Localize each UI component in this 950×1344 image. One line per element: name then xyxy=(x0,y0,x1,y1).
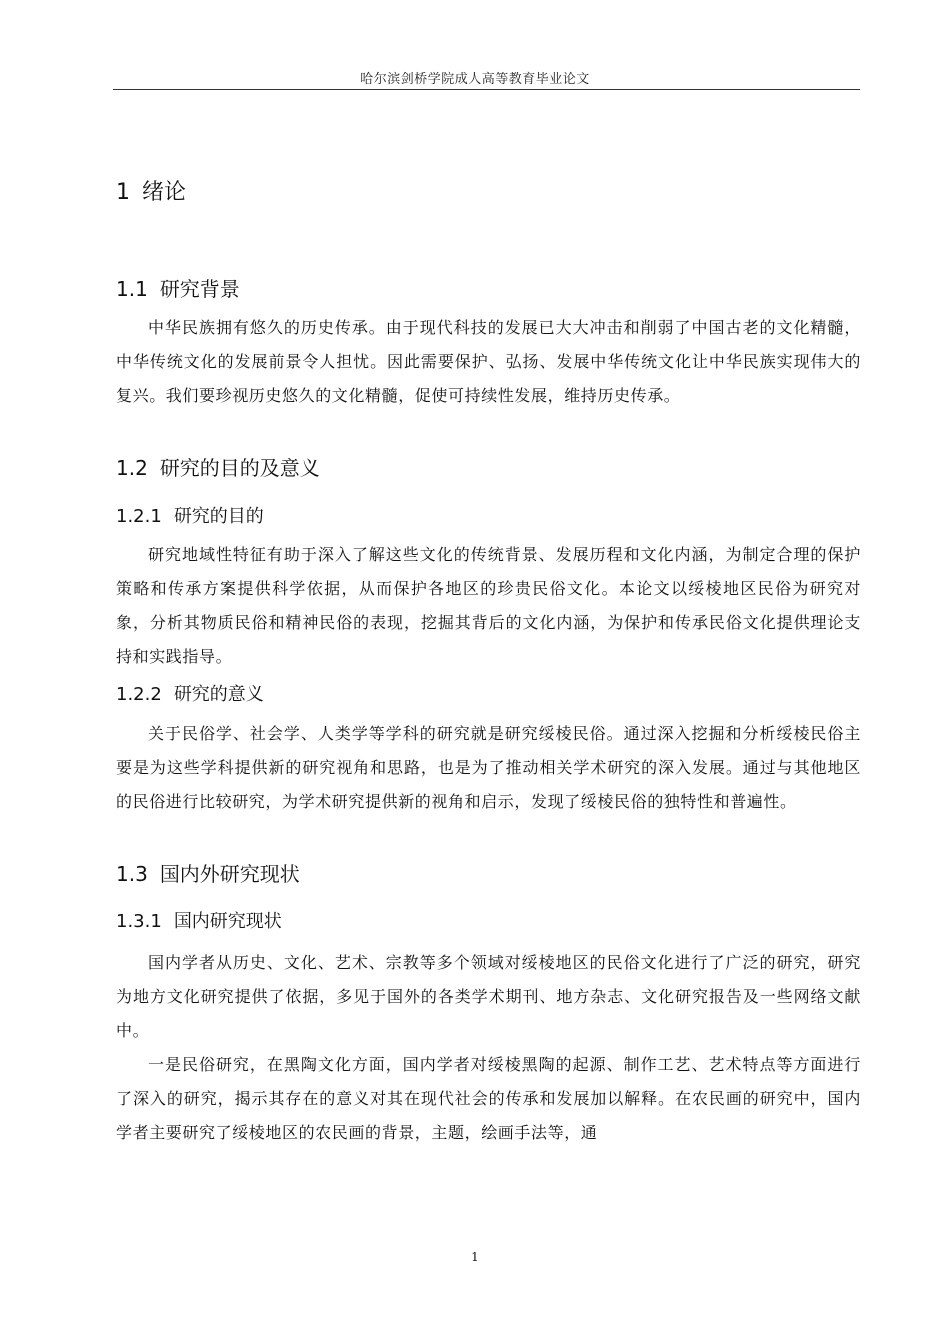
section-heading-1-2 xyxy=(116,452,861,481)
paragraph-folk-research: 一是民俗研究，在黑陶文化方面，国内学者对绥棱黑陶的起源、制作工艺、艺术特点等方面进行了深入的研究，揭示其存在的意义对其在现代社会的传承和发展加以解释。在农民画的研究中，国内学者主要研究了绥棱地区的农民画的背景，主题，绘画手法等，通 xyxy=(116,1055,861,1142)
paragraph-significance: 关于民俗学、社会学、人类学等学科的研究就是研究绥棱民俗。通过深入挖掘和分析绥棱民俗主要是为这些学科提供新的研究视角和思路，也是为了推动相关学术研究的深入发展。通过与其他地区的民俗进行比较研究，为学术研究提供新的视角和启示，发现了绥棱民俗的独特性和普遍性。 xyxy=(116,724,861,811)
subsection-title: 研究的目的 xyxy=(173,506,264,527)
section-heading-1-3 xyxy=(116,858,861,887)
subsection-title: 国内研究现状 xyxy=(173,911,282,932)
paragraph-domestic-status: 国内学者从历史、文化、艺术、宗教等多个领域对绥棱地区的民俗文化进行了广泛的研究，研究为地方文化研究提供了依据，多见于国外的各类学术期刊、地方杂志、文化研究报告及一些网络文献中。 xyxy=(116,953,861,1040)
paragraph-background: 中华民族拥有悠久的历史传承。由于现代科技的发展已大大冲击和削弱了中国古老的文化精髓，中华传统文化的发展前景令人担忧。因此需要保护、弘扬、发展中华传统文化让中华民族实现伟大的复兴。我们要珍视历史悠久的文化精髓，促使可持续性发展，维持历史传承。 xyxy=(116,318,861,405)
section-number: 1.3 xyxy=(116,862,148,886)
section-title: 研究背景 xyxy=(159,277,240,301)
chapter-heading xyxy=(116,175,861,206)
subsection-heading-1-2-2 xyxy=(116,680,861,706)
page-number: 1 xyxy=(471,1250,479,1264)
section-number: 1.2 xyxy=(116,456,148,480)
subsection-number: 1.2.1 xyxy=(116,506,162,527)
subsection-number: 1.2.2 xyxy=(116,684,162,705)
chapter-number: 1 xyxy=(116,180,130,205)
subsection-number: 1.3.1 xyxy=(116,911,162,932)
header-divider xyxy=(113,89,860,90)
subsection-title: 研究的意义 xyxy=(173,684,264,705)
section-title: 国内外研究现状 xyxy=(159,862,300,886)
section-heading-1-1 xyxy=(116,273,861,302)
subsection-heading-1-2-1 xyxy=(116,502,861,528)
chapter-title: 绪论 xyxy=(142,180,187,205)
section-number: 1.1 xyxy=(116,277,148,301)
paragraph-purpose: 研究地域性特征有助于深入了解这些文化的传统背景、发展历程和文化内涵，为制定合理的保护策略和传承方案提供科学依据，从而保护各地区的珍贵民俗文化。本论文以绥棱地区民俗为研究对象，分析其物质民俗和精神民俗的表现，挖掘其背后的文化内涵，为保护和传承民俗文化提供理论支持和实践指导。 xyxy=(116,545,861,666)
running-header: 哈尔滨剑桥学院成人高等教育毕业论文 xyxy=(360,72,590,87)
section-title: 研究的目的及意义 xyxy=(159,456,320,480)
subsection-heading-1-3-1 xyxy=(116,907,861,933)
